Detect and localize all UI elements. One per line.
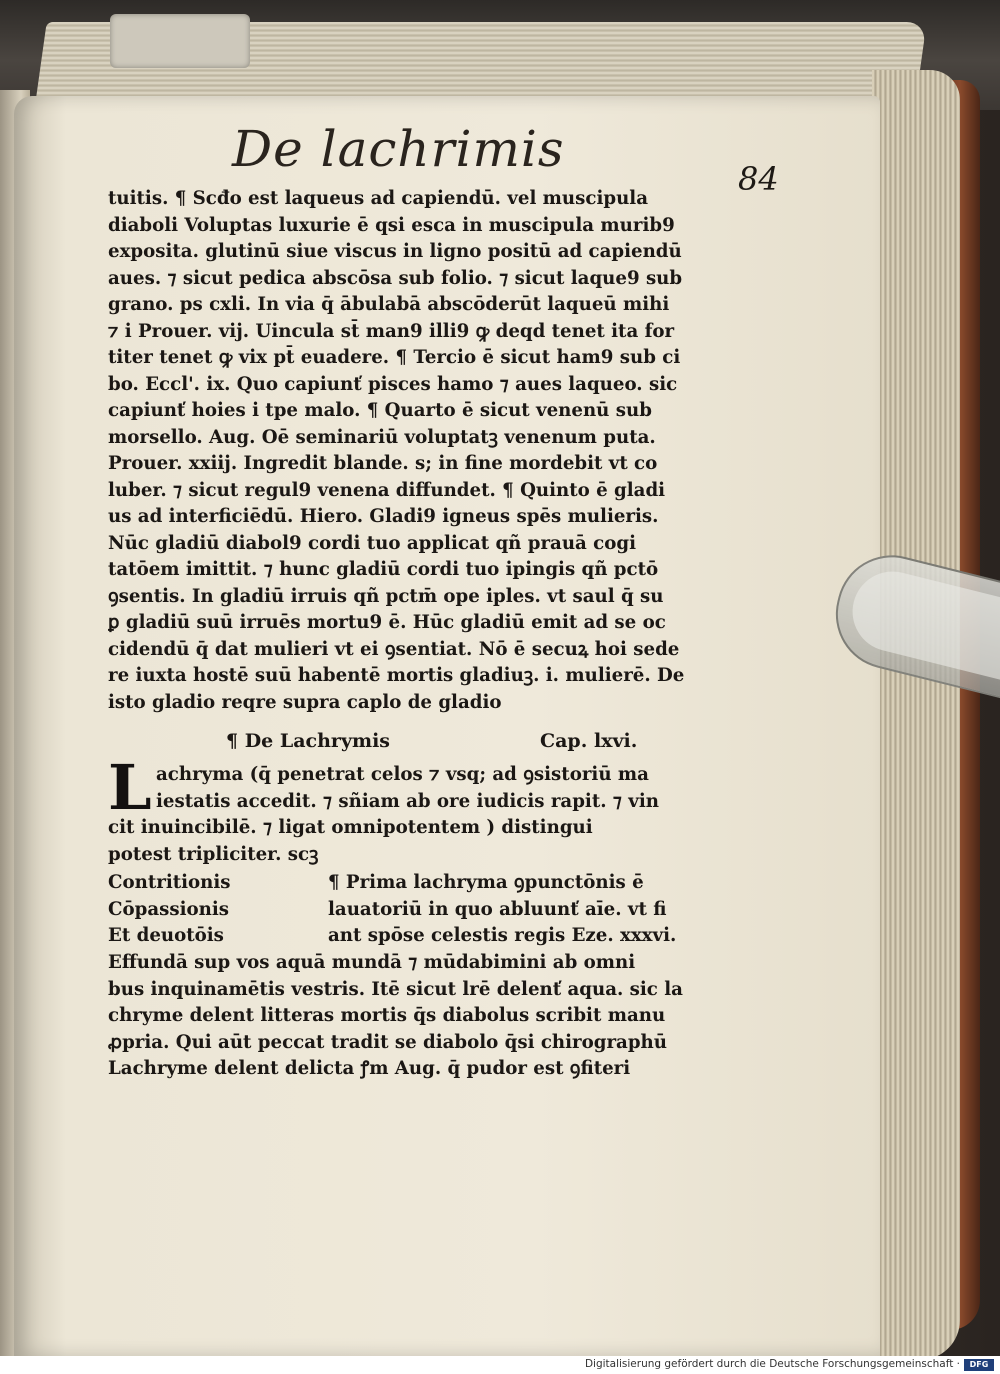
text-line: ꝯsentis. In gladiū irruis qñ pctm̄ ope iples. vt saul q̄ su: [108, 585, 664, 607]
text-line: bo. Eccl'. ix. Quo capiunť pisces hamo ⁊ aues laqueo. sic: [108, 373, 678, 395]
text-line: ⁊ i Prouer. vij. Uincula st̄ man9 illi9 ꝙ deqd tenet ita for: [108, 320, 675, 342]
digitization-footer: [0, 1356, 1000, 1374]
text-line: Nūc gladiū diabol9 cordi tuo applicat qñ prauā cogi: [108, 532, 636, 554]
division-row: [108, 923, 708, 950]
chapter-number: Cap. lxvi.: [540, 730, 638, 752]
division-label: Cōpassionis: [108, 898, 229, 920]
text-line: cidendū q̄ dat mulieri vt ei ꝯsentiat. Nō ē secuꝝ hoi sede: [108, 638, 680, 660]
text-line: exposita. glutinū siue viscus in ligno positū ad capiendū: [108, 241, 682, 262]
text-line: Effundā sup vos aquā mundā ⁊ mūdabimini ab omni: [108, 952, 636, 973]
text-line: chryme delent litteras mortis q̄s diabolus scribit manu: [108, 1005, 666, 1026]
text-line: morsello. Aug. Oē seminariū voluptatꝫ venenum puta.: [108, 426, 656, 448]
fore-edge: [872, 70, 960, 1356]
text-line: bus inquinamētis vestris. Itē sicut lrē delenť aqua. sic la: [108, 978, 683, 1000]
folio-number: 84: [738, 160, 779, 198]
text-line: capiunť hoies i tpe malo. ¶ Quarto ē sicut venenū sub: [108, 400, 652, 421]
division-text: ant spōse celestis regis Eze. xxxvi.: [328, 925, 677, 946]
division-row: [108, 870, 708, 897]
text-line: ꝑ gladiū suū irruēs mortu9 ē. Hūc gladiū emit ad se oc: [108, 612, 666, 633]
text-line: Prouer. xxiij. Ingredit blande. s; in fine mordebit vt co: [108, 453, 658, 474]
text-line: re iuxta hostē suū habentē mortis gladiuꝫ. i. mulierē. De: [108, 665, 685, 686]
division-text: lauatoriū in quo abluunť aīe. vt fi: [328, 898, 667, 920]
division-list: [108, 870, 708, 950]
text-line: iestatis accedit. ⁊ sñiam ab ore iudicis rapit. ⁊ vin: [156, 790, 659, 812]
funding-credit: Digitalisierung gefördert durch die Deutsche Forschungsgemeinschaft ·: [584, 1358, 960, 1370]
text-line: Lachryme delent delicta ꝭm Aug. q̄ pudor est ꝯfiteri: [108, 1058, 631, 1079]
spine-label: [110, 14, 250, 68]
text-line: grano. ps cxli. In via q̄ ābulabā abscōderūt laqueū mihi: [108, 294, 670, 315]
handwritten-title: De lachrimis: [232, 120, 565, 178]
text-line: us ad interficiēdū. Hiero. Gladi9 igneus spēs mulieris.: [108, 506, 659, 527]
division-label: Et deuotōis: [108, 925, 224, 946]
chapter-heading: [108, 730, 708, 758]
text-line: isto gladio reqre supra caplo de gladio: [108, 691, 502, 713]
clip-highlight: [844, 563, 1000, 682]
dfg-logo: DFG: [964, 1359, 994, 1371]
chapter-opening: [108, 751, 708, 868]
text-line: titer tenet ꝙ vix pt̄ euadere. ¶ Tercio ē sicut ham9 sub ci: [108, 347, 681, 368]
text-line: tatōem imittit. ⁊ hunc gladiū cordi tuo ipingis qñ pctō: [108, 559, 659, 580]
text-line: tuitis. ¶ Scđo est laqueus ad capiendū. vel muscipula: [108, 188, 649, 209]
division-label: Contritionis: [108, 872, 231, 893]
body-text: [108, 186, 708, 716]
closing-text: [108, 950, 708, 1083]
text-line: aues. ⁊ sicut pedica abscōsa sub folio. ⁊ sicut laque9 sub: [108, 267, 683, 289]
division-row: [108, 897, 708, 924]
text-line: diaboli Voluptas luxurie ē qsi esca in muscipula murib9: [108, 214, 675, 236]
text-line: achryma (q̄ penetrat celos ⁊ vsq; ad ꝯsistoriū ma: [156, 764, 649, 785]
chapter-title: ¶ De Lachrymis: [226, 730, 391, 752]
drop-initial: L: [108, 751, 152, 824]
text-line: cit inuincibilē. ⁊ ligat omnipotentem ) distingui: [108, 817, 593, 838]
division-text: ¶ Prima lachryma ꝯpunctōnis ē: [328, 872, 644, 893]
text-line: luber. ⁊ sicut regul9 venena diffundet. ¶ Quinto ē gladi: [108, 479, 666, 501]
text-line: potest tripliciter. scꝫ: [108, 843, 319, 865]
text-line: ꝓpria. Qui aūt peccat tradit se diabolo q̄si chirographū: [108, 1031, 668, 1053]
